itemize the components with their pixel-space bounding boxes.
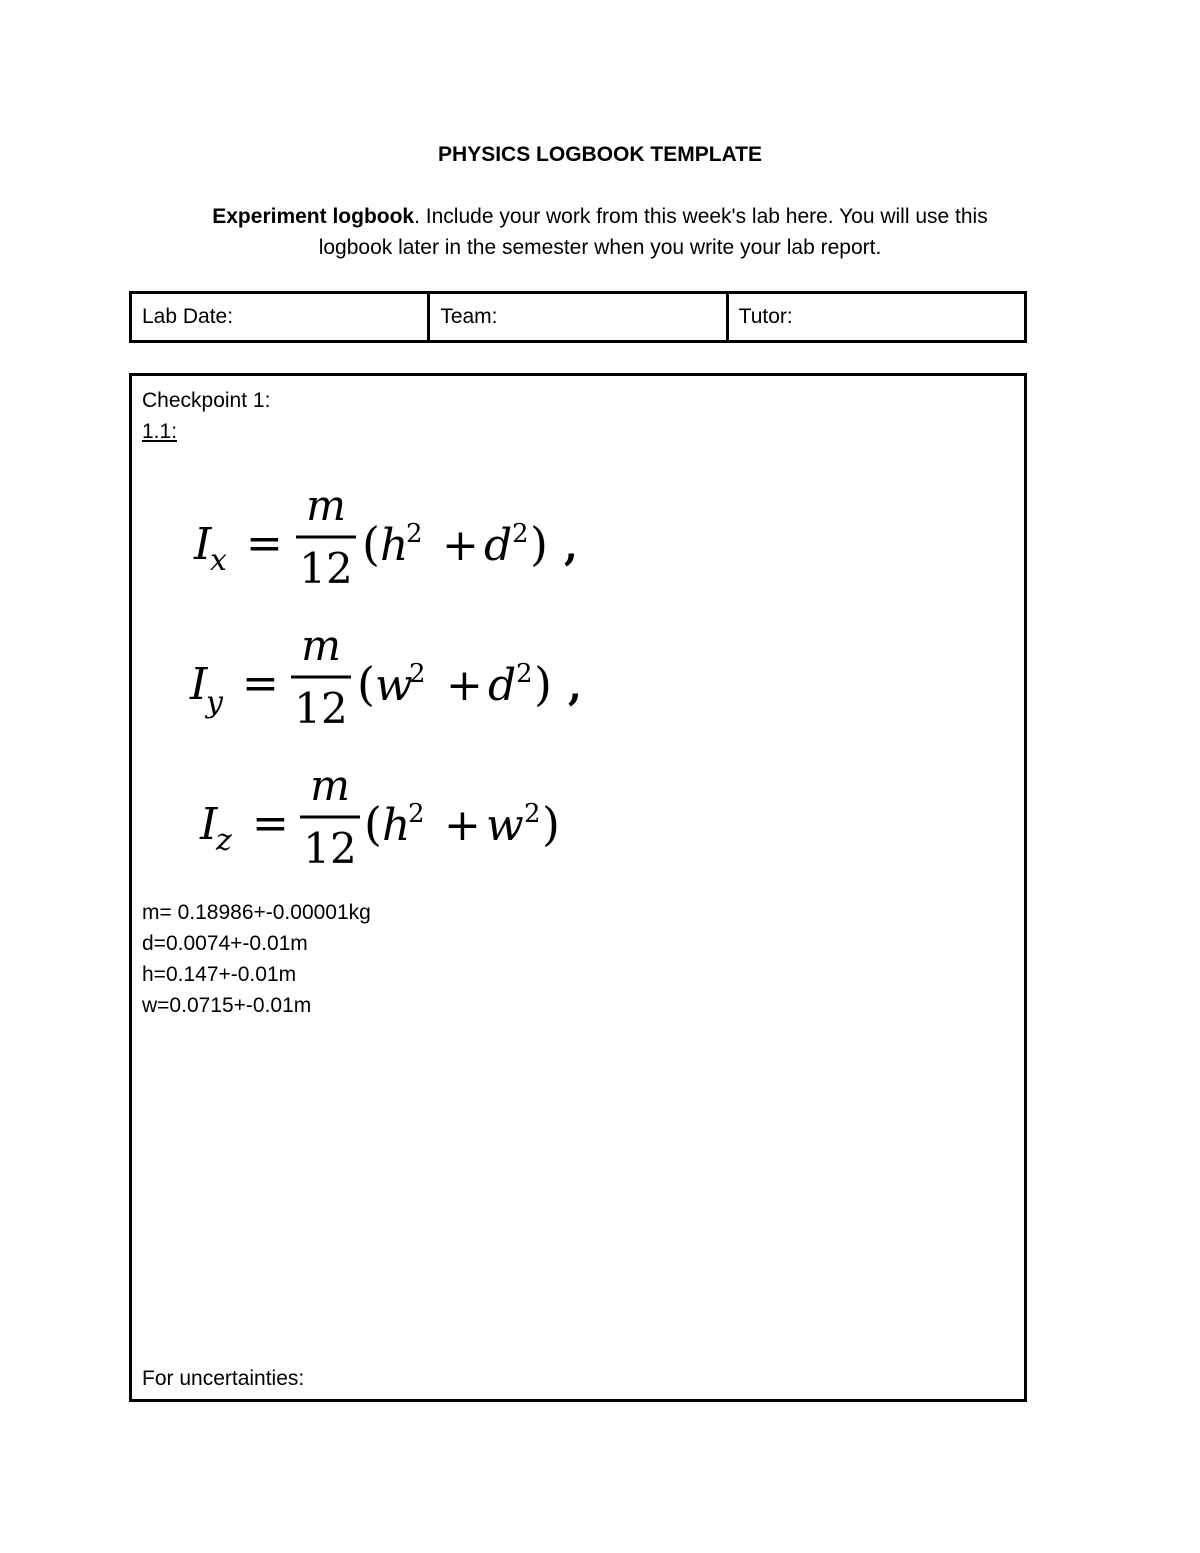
intro-line-2: logbook later in the semester when you write your lab report. (318, 236, 882, 259)
svg-text:2: 2 (408, 799, 425, 829)
equation-iz (132, 764, 652, 874)
svg-text:+: + (444, 800, 481, 851)
value-d: d=0.0074+-0.01m (142, 932, 308, 955)
eq-numerator: m (310, 764, 350, 810)
checkpoint-box[interactable] (129, 373, 1027, 1402)
eq-term-2: d (488, 660, 517, 711)
svg-text:): ) (530, 517, 548, 571)
svg-text:+: + (442, 520, 479, 571)
value-m: m= 0.18986+-0.00001kg (142, 901, 371, 924)
svg-text:=: = (252, 798, 289, 849)
eq-denominator: 12 (303, 824, 357, 873)
intro-paragraph (150, 201, 1050, 263)
team-field[interactable] (427, 294, 725, 340)
lab-date-field[interactable] (132, 294, 427, 340)
svg-text:2: 2 (516, 659, 533, 689)
checkpoint-heading: Checkpoint 1: (142, 389, 271, 412)
eq-lhs-base: I (190, 659, 208, 710)
eq-lhs-base: I (194, 519, 212, 570)
svg-text:2: 2 (512, 519, 529, 549)
eq-denominator: 12 (299, 544, 353, 593)
tutor-field[interactable] (726, 294, 1024, 340)
intro-line-1 (150, 201, 1050, 232)
eq-suffix: , (564, 523, 578, 570)
svg-text:2: 2 (406, 519, 423, 549)
svg-text:2: 2 (409, 659, 426, 689)
eq-lhs-sub: z (216, 823, 232, 858)
info-table (129, 291, 1027, 343)
svg-text:+: + (446, 660, 483, 711)
eq-lhs-base: I (200, 799, 218, 850)
value-w: w=0.0715+-0.01m (142, 994, 312, 1017)
intro-text: . Include your work from this week's lab here. You will use this (414, 205, 988, 228)
svg-text:): ) (542, 797, 560, 851)
uncertainties-label: For uncertainties: (142, 1367, 305, 1390)
svg-text:=: = (242, 658, 279, 709)
equation-iy (132, 624, 652, 734)
eq-term-2: d (484, 520, 513, 571)
document-title: PHYSICS LOGBOOK TEMPLATE (438, 143, 762, 166)
lab-date-label: Lab Date: (142, 305, 234, 328)
eq-term-1: h (380, 520, 409, 571)
eq-term-1: h (382, 800, 411, 851)
svg-text:(: ( (364, 797, 382, 851)
eq-lhs-sub: y (206, 685, 223, 720)
svg-text:): ) (534, 657, 552, 711)
intro-bold-text: Experiment logbook (212, 205, 415, 228)
svg-text:=: = (246, 518, 283, 569)
svg-text:2: 2 (524, 799, 541, 829)
team-label: Team: (440, 305, 498, 328)
value-h: h=0.147+-0.01m (142, 963, 297, 986)
eq-suffix: , (568, 663, 582, 710)
equation-ix (132, 484, 652, 594)
eq-numerator: m (306, 484, 346, 530)
svg-text:(: ( (357, 657, 375, 711)
checkpoint-subheading: 1.1: (142, 420, 178, 443)
eq-denominator: 12 (294, 684, 348, 733)
svg-text:(: ( (362, 517, 380, 571)
eq-numerator: m (301, 624, 341, 670)
tutor-label: Tutor: (738, 305, 793, 328)
eq-lhs-sub: x (210, 543, 227, 578)
eq-term-1: w (375, 660, 413, 711)
eq-term-2: w (486, 800, 524, 851)
